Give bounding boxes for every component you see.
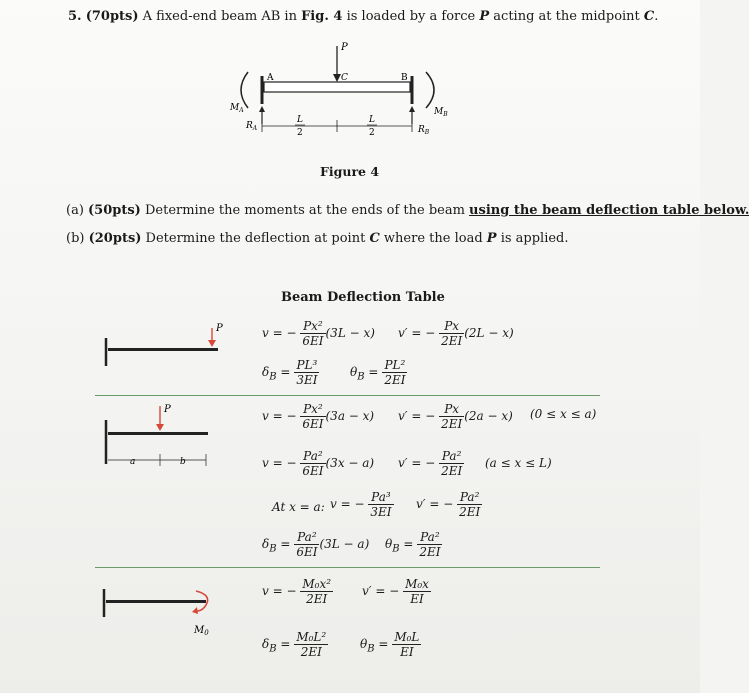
load-p-arrowhead (333, 74, 341, 82)
case2-dim-a: a (130, 457, 136, 467)
label-ma: $M_A$ (230, 103, 244, 114)
case2-tip-deflection: $\delta_B$ = $\frac{\text{Pa²}}{6EI}$ (3L − a) (262, 530, 370, 559)
figure-4-beam (220, 38, 460, 148)
case3-deflection-eq: v = − $\frac{\text{M₀x²}}{2EI}$ (262, 577, 332, 606)
case1-tip-deflection: $\delta_B$ = $\frac{\text{PL³}}{3EI}$ (262, 358, 318, 387)
case3-tip-slope: $\theta_B$ = $\frac{\text{M₀L}}{EI}$ (360, 630, 420, 659)
statement-text-b: is loaded by a force (342, 9, 480, 24)
case2-deflection-eq1: v = − $\frac{\text{Px²}}{6EI}$ (3a − x) (262, 402, 375, 431)
figure-caption: Figure 4 (320, 164, 380, 179)
problem-statement (68, 9, 658, 24)
case3-cantilever-end-moment (98, 585, 223, 640)
case2-range2: (a ≤ x ≤ L) (485, 456, 552, 470)
problem-number: 5. (68, 9, 82, 24)
beam-ab (264, 82, 410, 92)
case1-cantilever-point-load (100, 322, 223, 367)
case3-load-label: $M_0$ (194, 625, 209, 637)
case2-slope-eq1: v′ = − $\frac{Px}{2EI}$ (2a − x) (398, 402, 513, 431)
part-b-text3: is applied. (496, 231, 569, 246)
statement-text-a: A fixed-end beam AB in (138, 9, 302, 24)
case2-deflection-eq2: v = − $\frac{\text{Pa²}}{6EI}$ (3x − a) (262, 449, 375, 478)
part-a (66, 203, 749, 218)
part-b-points: (20pts) (88, 231, 142, 246)
table-divider-1 (95, 395, 600, 396)
case2-at-x-label: At x = a: (272, 500, 325, 514)
statement-period: . (654, 9, 659, 24)
statement-text-c: acting at the midpoint (489, 9, 644, 24)
table-title: Beam Deflection Table (281, 290, 445, 305)
case2-cantilever-offset-load (100, 398, 210, 473)
case2-range1: (0 ≤ x ≤ a) (530, 407, 597, 421)
part-b-force: P (486, 231, 497, 246)
label-ra: $R_A$ (246, 121, 258, 132)
case1-slope-eq: v′ = − $\frac{Px}{2EI}$ (2L − x) (398, 319, 514, 348)
case1-tip-slope: $\theta_B$ = $\frac{\text{PL²}}{2EI}$ (350, 358, 406, 387)
case2-slope-at-a: v′ = − $\frac{\text{Pa²}}{2EI}$ (416, 490, 481, 519)
label-b: B (401, 73, 408, 83)
label-l-right: L (369, 115, 375, 125)
part-a-underline: using the beam deflection table below. (469, 203, 749, 218)
case3-slope-eq: v′ = − $\frac{\text{M₀x}}{EI}$ (362, 577, 429, 606)
label-l-left: L (297, 115, 303, 125)
wall-a-support (241, 72, 248, 108)
case3-tip-deflection: $\delta_B$ = $\frac{\text{M₀L²}}{2EI}$ (262, 630, 327, 659)
force-symbol: P (479, 9, 490, 24)
label-two-left: 2 (297, 128, 303, 138)
part-b-point: C (369, 231, 380, 246)
case1-deflection-eq: v = − $\frac{\text{Px²}}{6EI}$ (3L − x) (262, 319, 375, 348)
part-b-text: Determine the deflection at point (141, 231, 370, 246)
part-a-text: Determine the moments at the ends of the beam (140, 203, 470, 218)
wall-b-support (426, 72, 434, 108)
case2-dim-b: b (180, 457, 186, 467)
case2-load-label: P (164, 404, 171, 415)
case2-deflection-at-a: v = − $\frac{\text{Pa³}}{3EI}$ (330, 490, 392, 519)
label-p: P (341, 42, 348, 53)
label-c: C (341, 73, 348, 83)
part-a-label: (a) (66, 203, 89, 218)
midpoint-symbol: C (643, 9, 655, 24)
case2-slope-eq2: v′ = − $\frac{\text{Pa²}}{2EI}$ (398, 449, 463, 478)
label-two-right: 2 (369, 128, 375, 138)
case1-load-label: P (216, 323, 223, 334)
problem-points: (70pts) (85, 9, 139, 24)
label-mb: $M_B$ (434, 107, 448, 118)
figure-ref: Fig. 4 (301, 9, 343, 24)
label-rb: $R_B$ (418, 125, 430, 136)
table-divider-2 (95, 567, 600, 568)
label-a: A (267, 73, 274, 83)
case2-tip-slope: $\theta_B$ = $\frac{\text{Pa²}}{2EI}$ (385, 530, 441, 559)
part-b-text2: where the load (379, 231, 487, 246)
part-b-label: (b) (66, 231, 89, 246)
part-b (66, 231, 569, 246)
part-a-points: (50pts) (88, 203, 141, 218)
